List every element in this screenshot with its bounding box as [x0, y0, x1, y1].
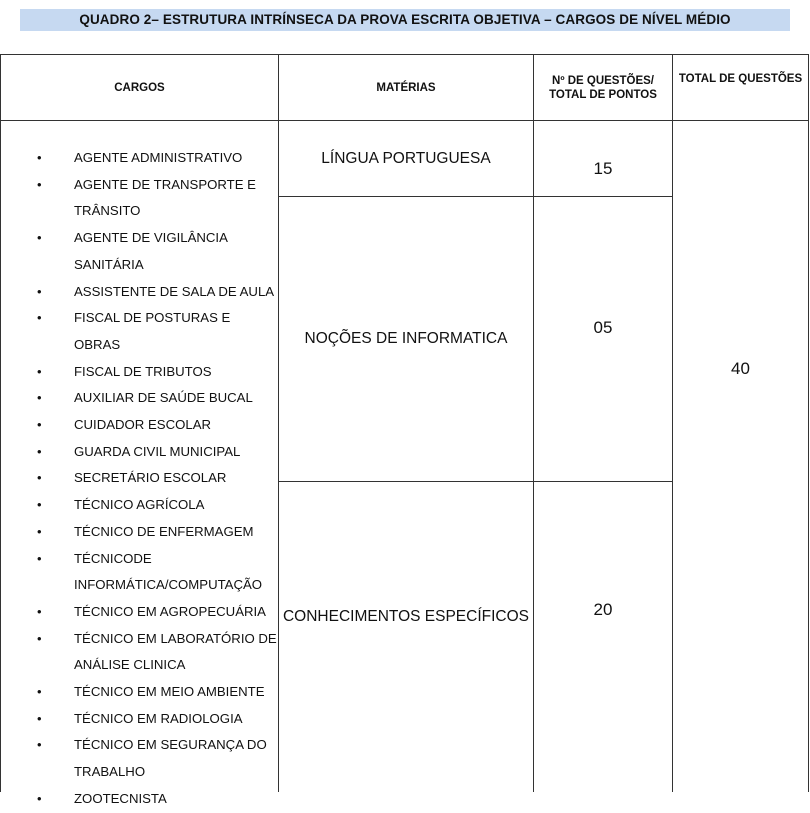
materia-conhecimentos-especificos	[279, 482, 533, 752]
materia-lingua-portuguesa	[279, 121, 533, 196]
questoes-value: 20	[593, 600, 613, 619]
cargo-name: AUXILIAR DE SAÚDE BUCAL	[74, 390, 253, 406]
cargo-list-item	[37, 439, 277, 466]
cargo-list-item	[37, 385, 277, 412]
cargo-name: SECRETÁRIO ESCOLAR	[74, 470, 227, 486]
header-cargos-label: CARGOS	[114, 81, 165, 94]
cargo-list-item	[37, 679, 277, 706]
cargo-name: ANÁLISE CLINICA	[74, 657, 186, 673]
questoes-conhecimentos-especificos	[534, 482, 672, 738]
cargo-list-item	[37, 599, 277, 626]
cargo-list-item	[37, 706, 277, 733]
materia-name: LÍNGUA PORTUGUESA	[321, 149, 491, 167]
header-questoes	[534, 55, 672, 120]
cargo-list-item	[37, 279, 277, 306]
cargo-name: TRABALHO	[74, 764, 146, 780]
materia-name: NOÇÕES DE INFORMATICA	[304, 330, 508, 347]
cargo-list-item	[37, 359, 277, 386]
cargo-name: FISCAL DE TRIBUTOS	[74, 363, 212, 379]
cargo-list-item	[37, 145, 277, 172]
cargo-name: TÉCNICO EM MEIO AMBIENTE	[74, 684, 265, 700]
questoes-nocoes-informatica	[534, 197, 672, 459]
cargo-name: ZOOTECNISTA	[74, 790, 167, 806]
questoes-value: 15	[593, 159, 613, 178]
cargo-name: ASSISTENTE DE SALA DE AULA	[74, 283, 275, 299]
questoes-value: 05	[593, 318, 613, 337]
cargo-name: TÉCNICO EM SEGURANÇA DO	[74, 737, 267, 753]
header-materias	[279, 55, 533, 120]
cargo-name: SANITÁRIA	[74, 256, 144, 272]
cargo-list-item	[37, 225, 277, 278]
header-total	[673, 72, 808, 102]
cargo-list-item	[37, 732, 277, 785]
cargo-name: TRÂNSITO	[74, 203, 141, 219]
cargo-name: INFORMÁTICA/COMPUTAÇÃO	[74, 577, 263, 593]
table-title: QUADRO 2– ESTRUTURA INTRÍNSECA DA PROVA ESCRITA OBJETIVA – CARGOS DE NÍVEL MÉDIO	[20, 9, 790, 31]
table-border-left	[0, 54, 1, 792]
cargo-name: AGENTE ADMINISTRATIVO	[74, 150, 243, 165]
materia-name: CONHECIMENTOS ESPECÍFICOS	[282, 608, 530, 625]
cargo-name: TÉCNICODE	[74, 550, 152, 566]
cargos-list	[37, 145, 277, 813]
cargo-name: FISCAL DE POSTURAS E OBRAS	[74, 310, 231, 352]
cargo-name: AGENTE DE TRANSPORTE E	[74, 176, 256, 192]
cargo-list-item	[37, 492, 277, 519]
cargo-list-item	[37, 305, 277, 358]
table-border-right	[808, 54, 809, 792]
cargo-name: TÉCNICO EM AGROPECUÁRIA	[74, 603, 266, 619]
cargo-name: CUIDADOR ESCOLAR	[74, 417, 212, 433]
total-questoes-value: 40	[731, 359, 750, 378]
header-total-label: TOTAL DE QUESTÕES	[678, 73, 803, 85]
cargo-name: TÉCNICO AGRÍCOLA	[74, 497, 205, 513]
cargo-list-item	[37, 626, 277, 679]
cargo-list-item	[37, 412, 277, 439]
cargo-list-item	[37, 786, 277, 813]
materia-nocoes-informatica	[279, 197, 533, 481]
cargo-name: TÉCNICO EM RADIOLOGIA	[74, 710, 243, 726]
cargo-name: TÉCNICO EM LABORATÓRIO DE	[74, 630, 277, 646]
header-cargos	[1, 55, 278, 120]
cargo-name: GUARDA CIVIL MUNICIPAL	[74, 443, 241, 459]
cargo-list-item	[37, 465, 277, 492]
cargo-name: TÉCNICO DE ENFERMAGEM	[74, 523, 254, 539]
header-questoes-line1: Nº DE QUESTÕES/	[552, 74, 654, 87]
cargo-list-item	[37, 519, 277, 546]
cargo-list-item	[37, 172, 277, 225]
total-questoes	[673, 121, 808, 617]
header-materias-label: MATÉRIAS	[376, 81, 436, 94]
cargo-list-item	[37, 546, 277, 599]
cargo-name: AGENTE DE VIGILÂNCIA	[74, 230, 228, 246]
header-questoes-line2: TOTAL DE PONTOS	[549, 88, 657, 101]
